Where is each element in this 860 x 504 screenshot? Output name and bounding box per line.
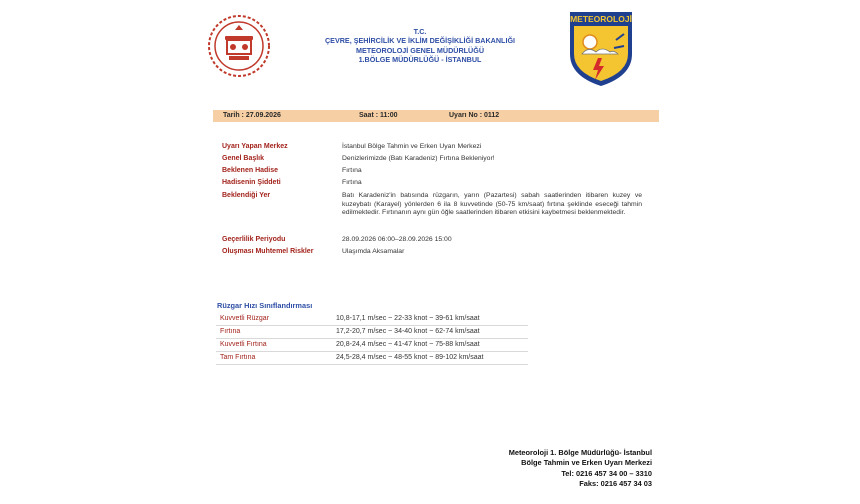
wind-value: 17,2-20,7 m/sec ~ 34-40 knot ~ 62-74 km/saat	[336, 328, 480, 335]
wind-label: Fırtına	[220, 328, 241, 335]
contact-footer	[509, 448, 652, 490]
info-value: İstanbul Bölge Tahmin ve Erken Uyarı Merkezi	[342, 143, 482, 150]
wind-value: 20,8-24,4 m/sec ~ 41-47 knot ~ 75-88 km/saat	[336, 341, 480, 348]
info-value-paragraph: Batı Karadeniz'in batısında rüzgarın, yarın (Pazartesi) sabah saatlerinden itibaren kuzey ve kuzeybatı (Karayel) yönlerden 6 ila 8 kuvvetinde (50-75 km/saat) fırtına şeklinde eseceği tahmin edilmektedir. Fırtınanın aynı gün öğle saatlerinden itibaren etkisini kaybetmesi beklenmektedir.	[342, 192, 642, 217]
info-value: 28.09.2026 06:00–28.09.2026 15:00	[342, 236, 452, 243]
warning-meta-bar	[213, 110, 659, 122]
footer-office: Meteoroloji 1. Bölge Müdürlüğü- İstanbul	[508, 448, 652, 457]
wind-row	[216, 313, 528, 326]
wind-label: Kuvvetli Fırtına	[220, 341, 267, 348]
warning-date: Tarih : 27.09.2026	[223, 112, 281, 119]
info-label: Genel Başlık	[222, 155, 265, 162]
header-line-tc: T.C.	[413, 27, 427, 36]
header-line-directorate: METEOROLOJİ GENEL MÜDÜRLÜĞÜ	[355, 45, 485, 55]
header-line-regional: 1.BÖLGE MÜDÜRLÜĞÜ - İSTANBUL	[358, 55, 482, 65]
warning-number: Uyarı No : 0112	[449, 112, 500, 119]
header-line-ministry: ÇEVRE, ŞEHİRCİLİK VE İKLİM DEĞİŞİKLİĞİ BAKANLIĞI	[324, 36, 516, 46]
header-block	[290, 27, 550, 65]
footer-fax: Faks: 0216 457 34 03	[579, 479, 652, 489]
wind-value: 24,5-28,4 m/sec ~ 48-55 knot ~ 89-102 km/saat	[336, 354, 484, 361]
wind-label: Tam Fırtına	[220, 354, 256, 361]
info-value: Ulaşımda Aksamalar	[342, 248, 405, 255]
info-value: Denizlerimizde (Batı Karadeniz) Fırtına Bekleniyor!	[342, 155, 495, 162]
info-value: Fırtına	[342, 167, 362, 174]
wind-row	[216, 352, 528, 365]
footer-center: Bölge Tahmin ve Erken Uyarı Merkezi	[521, 458, 652, 468]
info-label: Hadisenin Şiddeti	[222, 179, 281, 186]
info-label: Geçerlilik Periyodu	[222, 236, 286, 243]
footer-phone: Tel: 0216 457 34 00 – 3310	[561, 468, 652, 478]
wind-row	[216, 326, 528, 339]
meteorology-logo	[568, 10, 634, 88]
ministry-logo	[207, 14, 271, 78]
info-label: Uyarı Yapan Merkez	[222, 143, 288, 150]
wind-label: Kuvvetli Rüzgar	[220, 315, 270, 322]
info-label: Beklendiği Yer	[222, 192, 271, 199]
wind-value: 10,8-17,1 m/sec ~ 22-33 knot ~ 39-61 km/saat	[336, 315, 480, 322]
wind-classification-title: Rüzgar Hızı Sınıflandırması	[217, 301, 313, 310]
info-label: Oluşması Muhtemel Riskler	[222, 248, 314, 255]
info-value: Fırtına	[342, 179, 362, 186]
meteorology-logo-text: METEOROLOJİ	[570, 14, 632, 24]
warning-time: Saat : 11:00	[359, 112, 398, 119]
info-label: Beklenen Hadise	[222, 167, 279, 174]
wind-row	[216, 339, 528, 352]
